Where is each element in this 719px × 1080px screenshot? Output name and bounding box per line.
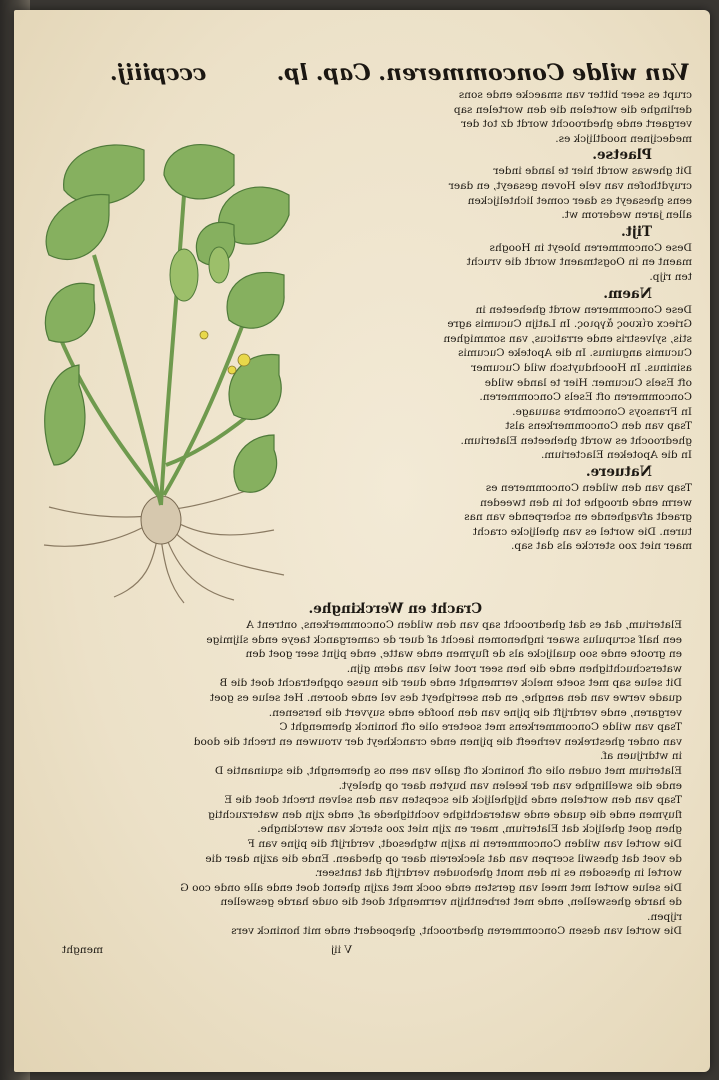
text-line: van onder ghestreken verheeft die pijnen ende cranckheyt der vrouwen en trecht die dood: [193, 735, 682, 748]
text-line: wortel in ghesoden es in den mont ghehouden verdrijft dat tantseer.: [314, 867, 682, 880]
text-line: vergaren, ende verdrijft die pijne van den hoofde ende suyvert die hersenen.: [268, 706, 682, 719]
text-line: de harde gheswellen, ende met terbenthijn vermenght doet die oude harde geswellen: [220, 896, 682, 909]
text-line: waterschuchtighen ende die hen seer root wiel van adem gijn.: [346, 662, 682, 675]
text-line: rijpen.: [647, 910, 682, 923]
text-line: cruydthofen van vele Hoven gesaeyt, en daer: [448, 179, 692, 192]
text-line: vergaert ende ghedroocht wordt dz tot der: [461, 118, 692, 131]
text-line: en groote ende soo qualijcke als de fluymen ende watte, ende pijnt seer goet den: [245, 648, 682, 661]
text-line: Cucumis anguinus. In die Apoteke Cucumis: [458, 347, 692, 360]
text-line: In Fransoys Concombre sauuage.: [512, 405, 692, 418]
text-line: Dese Concommeren wordt gheheeten in: [475, 303, 692, 316]
text-line: de voet dat gheswil scerpen van dat sleckerein daer op ghedaen. Ende die azijn daer die: [205, 852, 682, 865]
text-line: werm ende drooghe tot in den tweeden: [480, 496, 692, 509]
folio-number: cccpiiij.: [110, 60, 207, 86]
text-line: asininus. In Hoochduytsch wild Cucumer: [471, 361, 692, 374]
page-header: [110, 60, 690, 86]
text-line: eens ghesaeyt es daer comet lichtelijcken: [467, 194, 692, 207]
chapter-number: Cap. lp.: [276, 60, 371, 86]
text-line: Tsap van den Concommerkens alst: [505, 420, 692, 433]
text-line: crupt es seer bitter van smaecke ende sons: [458, 89, 692, 101]
section-heading-natuere: Natuere.: [585, 464, 652, 481]
text-line: een half scrupulus swaer inghenomen iaecht af duer de camerganck taeye ende slijmige: [206, 633, 682, 646]
text-column-right: [392, 88, 692, 554]
section-heading-naem: Naem.: [603, 285, 652, 302]
text-line: Griecx σίκυος ἄγριος. In Latijn Cucumis agre: [447, 318, 692, 331]
text-line: stis, sylvestris ende erraticus, van sommighen: [443, 332, 692, 345]
text-line: medecijnen noodtlijck es.: [555, 132, 692, 145]
section-heading-cracht: Cracht en Werckinghe.: [308, 601, 482, 617]
text-line: maent en in Oogstmaent wordt die vrucht: [466, 256, 692, 269]
text-line: ten rijp.: [649, 270, 692, 283]
text-line: maer niet zoo stercke als dat sap.: [510, 540, 692, 553]
text-line: in wtdrijuen af.: [600, 750, 682, 763]
text-line: turen. Die wortel es van ghelijcke cracht: [472, 525, 692, 538]
text-line: Dit selue sap met soete melck vermenght ende duer die nuese opghetracht doet die B: [219, 677, 682, 690]
text-line: Die wortel van wilden Concommeren in azijn wtghesodt, verdrijft die pijne van F: [247, 837, 682, 850]
text-full-width: Cracht en Werckinghe. Elaterium, dat es dat ghedroocht sap van den wilden Concommerkens, ontrent A een half scrupulus swaer inghenomen iaecht af duer de camerganck taeye ende slijmige en groote ende soo qualijcke als de fluymen ende watte, ende pijnt seer goet den waterschuchtighen ende die hen seer root wiel van adem gijn. Dit selue sap met soete melck vermenght ende duer die nuese opghetracht doet die B quade verwe van den aenghe, en den seerigheyt des vel ende dooren. Het selue es goet vergaren, ende verdrijft die pijne van den hoofde ende suyvert die hersenen. Tsap van wilde Concommerkens met soetere olie oft honinck ghemenght C van onder ghestreken verheeft die pijnen ende cranckheyt der vrouwen en trecht die dood in wtdrijuen af. Elaterium met ouden olie oft honinck oft galle van een os ghemenght, die squinantie D ende die swellinghe van der keelen van buyten daer op gheleyt. Tsap van den wortelen ende bijghelijck die scepsten van den selven trecht doet die E fluymen ende die quade ende waterachtighe vochtighede af, ende zijn den waterzuchtig ghen goet ghelijck dat Elaterium, maer en zijn niet zoo sterck van werckinghe. Die wortel van wilden Concommeren in azijn wtghesodt, verdrijft die pijne van F de voet dat gheswil scerpen van dat sleckerein daer op ghedaen. Ende die azijn daer die wortel in ghesoden es in den mont ghehouden verdrijft dat tantseer. Die selue wortel met meel van gersten ende oock met azijn ghenot doet ende alle onde coo G de harde gheswellen, ende met terbenthijn vermenght doet die oude harde geswellen rijpen. Die wortel van desen Concommeren ghedroocht, ghepoedert ende mit honinck vers V iij menght: [42, 600, 682, 943]
mirrored-page-content: [14, 10, 710, 1072]
text-line: fluymen ende die quade ende waterachtighe vochtighede af, ende zijn den waterzuchtig: [208, 808, 682, 821]
plant-woodcut-illustration: [34, 135, 294, 605]
text-line: Concommeren oft Esels Concommeren.: [479, 391, 692, 404]
text-line: quade verwe van den aenghe, en den seerigheyt des vel ende dooren. Het selue es goet: [210, 691, 682, 704]
text-line: ghedroocht es wordt gheheeten Elaterium.: [460, 434, 692, 447]
section-heading-tijt: Tijt.: [621, 223, 652, 240]
text-line: graedt afvaghende en scherpende van nas: [464, 511, 692, 524]
text-line: ende die swellinghe van der keelen van buyten daer op gheleyt.: [338, 779, 682, 792]
text-line: Dese Concommeren bloeyt in Hooghs: [489, 241, 692, 254]
text-line: Tsap van den wilden Concommeren es: [485, 482, 692, 495]
section-heading-plaetse: Plaetse.: [592, 147, 652, 164]
text-line: Dit ghewas wordt hier te lande inder: [493, 165, 692, 178]
book-page: [14, 10, 710, 1072]
text-line: In die Apoteken Elacterium.: [541, 449, 692, 462]
text-line: Elaterium, dat es dat ghedroocht sap van den wilden Concommerkens, ontrent A: [246, 619, 682, 631]
text-line: oft Esels Cucumer. Hier te lande wilde: [484, 376, 692, 389]
text-line: allen jaren wederom wt.: [561, 209, 692, 222]
text-line: Elaterium met ouden olie oft honinck oft galle van een os ghemenght, die squinantie D: [214, 764, 682, 777]
text-line: Die selue wortel met meel van gersten ende oock met azijn ghenot doet ende alle onde coo G: [180, 881, 682, 894]
text-line: Tsap van wilde Concommerkens met soetere olie oft honinck ghemenght C: [279, 721, 682, 734]
text-line: Tsap van den wortelen ende bijghelijck die scepsten van den selven trecht doet die E: [224, 794, 682, 807]
text-line: ghen goet ghelijck dat Elaterium, maer en zijn niet zoo sterck van werckinghe.: [257, 823, 682, 836]
chapter-title: Van wilde Concommeren.: [378, 60, 690, 86]
text-line: Die wortel van desen Concommeren ghedroocht, ghepoedert ende mit honinck vers: [231, 925, 682, 938]
text-line: derlinghe die wortelen die den wortelen sap: [453, 103, 692, 116]
